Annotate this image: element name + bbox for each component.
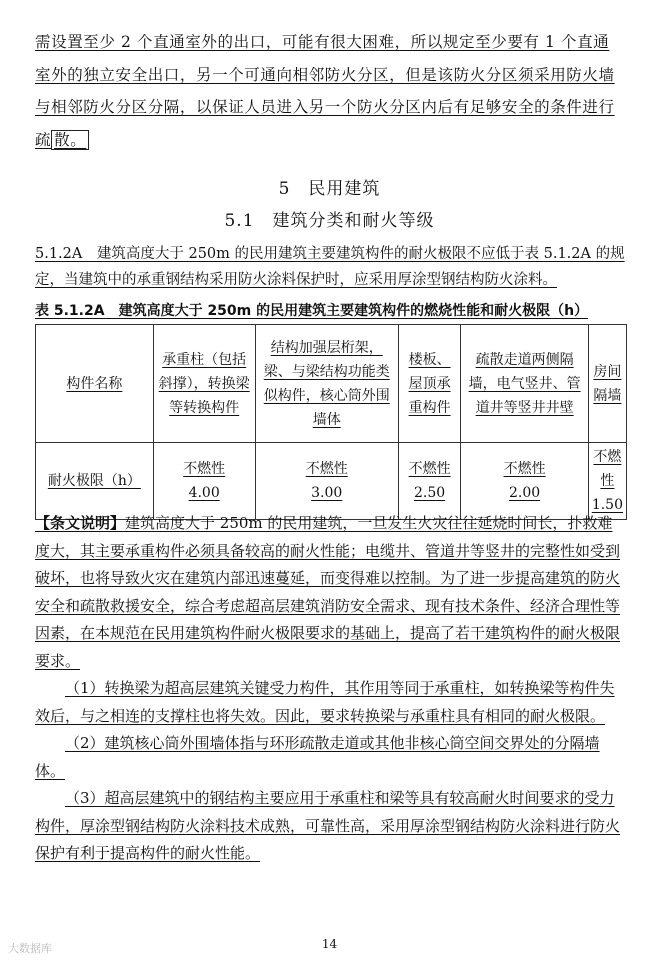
clause-5-1-2a: 5.1.2A 建筑高度大于 250m 的民用建筑主要建筑构件的耐火极限不应低于表 5.1.2A 的规定，当建筑中的承重钢结构采用防火涂料保护时，应采用厚涂型钢结构防火涂料。: [35, 246, 625, 288]
chapter-title: 5 民用建筑: [278, 179, 381, 199]
cell-value: 不燃性 2.50: [398, 443, 461, 520]
col-corridor-shaft-wall: 疏散走道两侧隔墙，电气竖井、管道井等竖井井壁: [461, 325, 588, 443]
cell-value: 不燃性 4.00: [153, 443, 255, 520]
table-header-row: [36, 325, 627, 443]
row-header-component: 构件名称: [36, 325, 154, 443]
section-title: 5.1 建筑分类和耐火等级: [224, 211, 435, 231]
col-floor-roof: 楼板、屋顶承重构件: [398, 325, 461, 443]
table-caption: 表 5.1.2A 建筑高度大于 250m 的民用建筑主要建筑构件的燃烧性能和耐火极限（h）: [35, 303, 589, 319]
explanation-lead: 【条文说明】: [35, 514, 126, 532]
page-number: 14: [321, 937, 338, 951]
col-load-bearing-column: 承重柱（包括斜撑），转换梁等转换构件: [153, 325, 255, 443]
explanation-paragraph-3: （2）建筑核心筒外围墙体指与环形疏散走道或其他非核心筒空间交界处的分隔墙体。: [35, 734, 600, 780]
explanation-paragraph-4: （3）超高层建筑中的钢结构主要应用于承重柱和梁等具有较高耐火时间要求的受力构件，厚涂型钢结构防火涂料技术成熟，可靠性高，采用厚涂型钢结构防火涂料进行防火保护有利于提高构件的耐火性能。: [35, 789, 621, 862]
col-truss-beam-core-wall: 结构加强层桁架，梁、与梁结构功能类似构件，核心筒外围墙体: [255, 325, 398, 443]
cell-value: 不燃性 1.50: [588, 443, 626, 520]
fire-resistance-table: [35, 324, 627, 520]
row-header-fire-resistance: 耐火极限（h）: [36, 443, 154, 520]
cell-value: 不燃性 3.00: [255, 443, 398, 520]
watermark: 大数据库: [8, 942, 52, 955]
intro-paragraph: 需设置至少 2 个直通室外的出口，可能有很大困难，所以规定至少要有 1 个直通室外的独立安全出口，另一个可通向相邻防火分区，但是该防火分区须采用防火墙与相邻防火分区分隔，以保证人员进入另一个防火分区内后有足够安全的条件进行疏 散。: [35, 33, 615, 149]
col-room-partition: 房间隔墙: [588, 325, 626, 443]
intro-tail: 散。: [51, 130, 89, 150]
explanation-paragraph-2: （1）转换梁为超高层建筑关键受力构件，其作用等同于承重柱，如转换梁等构件失效后，与之相连的支撑柱也将失效。因此，要求转换梁与承重柱具有相同的耐火极限。: [35, 679, 615, 725]
cell-value: 不燃性 2.00: [461, 443, 588, 520]
explanation-paragraph-1: 【条文说明】建筑高度大于 250m 的民用建筑，一旦发生火灾往往延烧时间长，扑救难度大，其主要承重构件必须具备较高的耐火性能；电缆井、管道井等竖井的完整性如受到破坏，也将导致火灾在建筑内部迅速蔓延，而变得难以控制。为了进一步提高建筑的防火安全和疏散救援安全，综合考虑超高层建筑消防安全需求、现有技术条件、经济合理性等因素，在本规范在民用建筑构件耐火极限要求的基础上，提高了若干建筑构件的耐火极限要求。: [35, 514, 621, 670]
table-value-row: [36, 443, 627, 520]
explanation-section: [35, 510, 627, 868]
